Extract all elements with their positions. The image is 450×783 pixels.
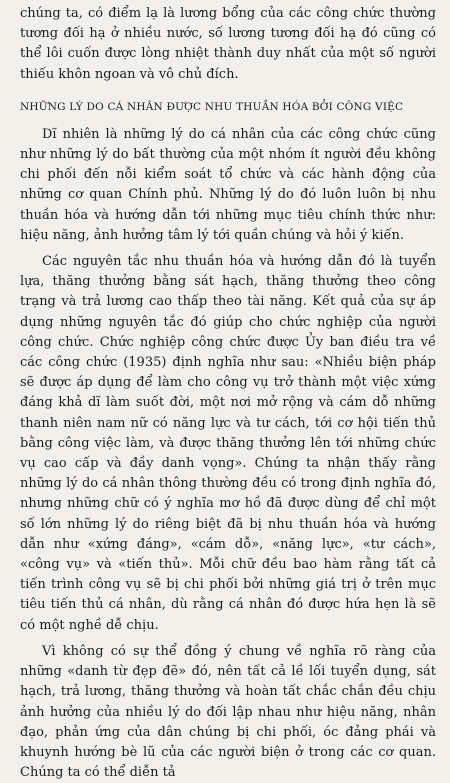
paragraph-1: Dĩ nhiên là những lý do cá nhân của các công chức cũng như những lý do bất thường của một nhóm ít người đều không chi phối đến nỗi kiểm soát tổ chức và các hành động của những cơ quan Chính phủ. Những lý do đó luôn luôn bị nhu thuần hóa và hướng dẫn tới những mục tiêu chính thức như: hiệu năng, ảnh hưởng tâm lý tới quần chúng và hỏi ý kiến.	[20, 126, 436, 243]
paragraph-2: Các nguyên tắc nhu thuần hóa và hướng dẫn đó là tuyển lựa, thăng thưởng bằng sát hạch, thăng thưởng theo công trạng và trả lương cao thấp theo tài năng. Kết quả của sự áp dụng những nguyên tắc đó giúp cho chức nghiệp của người công chức. Chức nghiệp công chức được Ủy ban điều tra về các công chức (1935) định nghĩa như sau: «Nhiều biện pháp sẽ được áp dụng để làm cho công vụ trở thành một việc xứng đáng khả dĩ làm suốt đời, một nơi mở rộng và cám dỗ những thanh niên nam nữ có năng lực và tư cách, tới cơ hội tiến thủ bằng công việc làm, và được thăng thưởng lên tới những chức vụ cao cấp và đầy danh vọng». Chúng ta nhận thấy rằng những lý do cá nhân thông thường đều có trong định nghĩa đó, nhưng những chữ có ý nghĩa mơ hồ đã được dùng để chỉ một số lớn những lý do riêng biệt đã bị nhu thuần hóa và hướng dẫn như «xứng đáng», «cám dỗ», «năng lực», «tư cách», «công vụ» và «tiến thủ». Mỗi chữ đều bao hàm rằng tất cả tiến trình công vụ sẽ bị chi phối bởi những giá trị ở trên mục tiêu tiến thủ cá nhân, dù rằng cá nhân đó được hứa hẹn là sẽ có một nghề dễ chịu.	[20, 254, 436, 633]
paragraph-continuation: chúng ta, có điểm lạ là lương bổng của các công chức thường tương đối hạ ở nhiều nước, số lương tương đối hạ đó cũng có thể lôi cuốn được lòng nhiệt thành duy nhất của một số người thiếu khôn ngoan và vô chủ đích.	[20, 6, 436, 82]
paragraph-3: Vì không có sự thể đồng ý chung về nghĩa rõ ràng của những «danh từ đẹp đẽ» đó, nên tất cả lề lối tuyển dụng, sát hạch, trả lương, thăng thưởng và hoàn tất chắc chắn đều chịu ảnh hưởng của nhiều lý do đối lập nhau như hiệu năng, nhân đạo, phản ứng của dân chúng bị chi phối, óc đảng phái và khuynh hướng bè lũ của các người biện ở trong các cơ quan. Chúng ta có thể diễn tả	[20, 643, 436, 781]
section-heading: NHỮNG LÝ DO CÁ NHÂN ĐƯỢC NHU THUẦN HÓA BỞI CÔNG VIỆC	[20, 100, 404, 113]
